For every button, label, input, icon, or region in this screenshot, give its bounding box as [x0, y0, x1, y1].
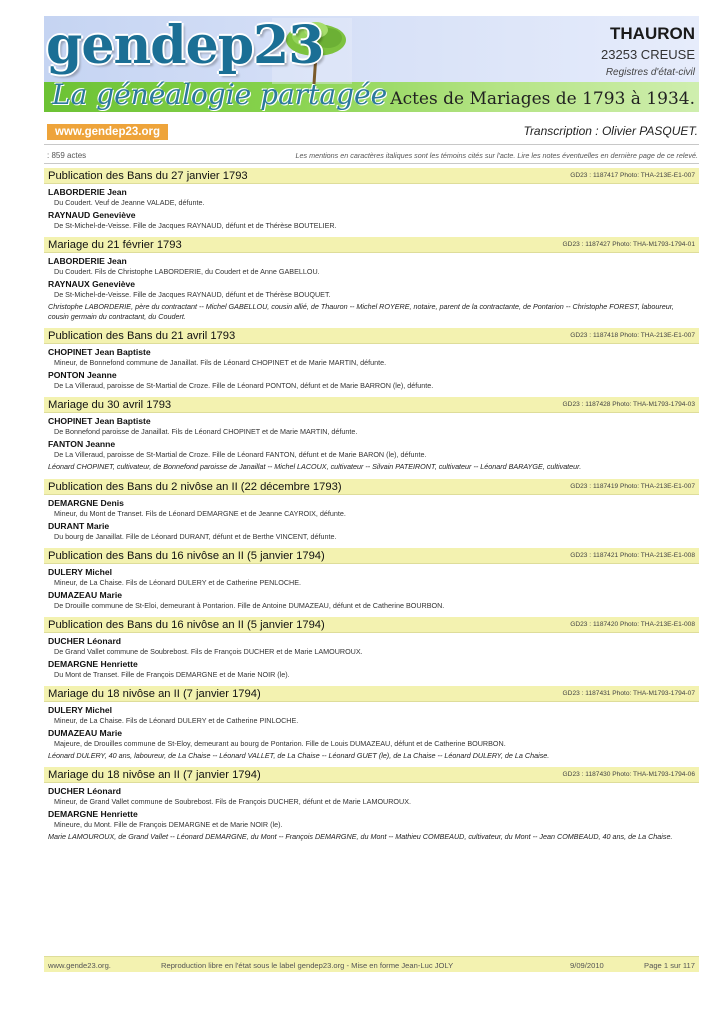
person-name: DULERY Michel	[48, 704, 112, 715]
person-detail: Mineur, de La Chaise. Fils de Léonard DULERY et de Catherine PINLOCHE.	[54, 715, 299, 725]
record-title: Publication des Bans du 16 nivôse an II (5 janvier 1794)	[48, 549, 325, 562]
person-detail: De La Villeraud, paroisse de St-Martial de Croze. Fille de Léonard FANTON, défunt et de Marie BARON (le), défunte.	[54, 450, 427, 459]
person-detail: Du Mont de Transet. Fille de François DEMARGNE et de Marie NOIR (le).	[54, 669, 290, 679]
record-header	[44, 686, 699, 702]
record	[44, 479, 699, 541]
witnesses: Marie LAMOUROUX, de Grand Vallet -- Léonard DEMARGNE, du Mont -- François DEMARGNE, du Mont -- Mathieu COMBEAUD, cultivateur, du Mont -- Jean COMBEAUD, 40 ans, de La Chaise.	[48, 832, 673, 841]
person-name: DEMARGNE Henriette	[48, 809, 138, 819]
footer-license: Reproduction libre en l'état sous le label gendep23.org - Mise en forme Jean-Luc JOLY	[161, 961, 454, 970]
person-detail: Mineur, de Bonnefond commune de Janaillat. Fils de Léonard CHOPINET et de Marie MARTIN, défunte.	[54, 358, 387, 367]
record-reference: GD23 : 1187427 Photo: THA-M1793-1794-01	[562, 241, 695, 248]
record-reference: GD23 : 1187430 Photo: THA-M1793-1794-06	[562, 771, 695, 778]
registres-label: Registres d'état-civil	[605, 67, 695, 78]
tagline: La généalogie partagée	[52, 78, 388, 111]
record	[44, 397, 699, 472]
record-header	[44, 397, 699, 413]
person-detail: Du Coudert. Veuf de Jeanne VALADE, défunte.	[54, 198, 205, 207]
record-header	[44, 479, 699, 495]
records-list	[44, 168, 699, 849]
record-reference: GD23 : 1187421 Photo: THA-213E-E1-008	[570, 551, 695, 559]
record-title: Publication des Bans du 16 nivôse an II (5 janvier 1794)	[48, 618, 325, 631]
person-name: DEMARGNE Henriette	[48, 658, 138, 669]
person-detail: De St-Michel-de-Veisse. Fille de Jacques RAYNAUD, défunt et de Thérèse BOUQUET.	[54, 290, 331, 299]
person-name: DULERY Michel	[48, 566, 112, 577]
record-title: Publication des Bans du 21 avril 1793	[48, 330, 236, 342]
person-name: RAYNAUD Geneviève	[48, 210, 136, 220]
person-name: DURANT Marie	[48, 520, 110, 531]
record-header	[44, 237, 699, 253]
person-detail: De St-Michel-de-Veisse. Fille de Jacques RAYNAUD, défunt et de Thérèse BOUTELIER.	[54, 221, 337, 230]
page-title: Actes de Mariages de 1793 à 1934.	[390, 89, 695, 109]
divider	[44, 144, 699, 145]
transcription-credit: Transcription : Olivier PASQUET.	[523, 124, 698, 138]
person-name: RAYNAUX Geneviève	[48, 279, 136, 289]
website-link[interactable]: www.gendep23.org	[47, 124, 168, 140]
italic-note: Les mentions en caractères italiques sont les témoins cités sur l'acte. Lire les notes éventuelles en dernière page de ce relevé.	[295, 151, 698, 160]
record-title: Mariage du 18 nivôse an II (7 janvier 1794)	[48, 687, 261, 700]
person-detail: Mineur, de Grand Vallet commune de Soubrebost. Fils de François DUCHER, défunt et de Marie LAMOUROUX.	[54, 797, 411, 806]
record-title: Publication des Bans du 2 nivôse an II (22 décembre 1793)	[48, 480, 342, 493]
person-name: DUCHER Léonard	[48, 635, 122, 646]
person-name: DUCHER Léonard	[48, 786, 122, 796]
person-name: PONTON Jeanne	[48, 370, 117, 380]
person-name: DEMARGNE Denis	[48, 497, 124, 508]
person-detail: Mineur, de La Chaise. Fils de Léonard DULERY et de Catherine PENLOCHE.	[54, 577, 302, 587]
record-header	[44, 767, 699, 783]
record	[44, 767, 699, 842]
witnesses: Christophe LABORDERIE, père du contractant -- Michel GABELLOU, cousin allié, de Thauron -- Michel ROYERE, notaire, parent de la contractante, de Pontarion -- Christophe FOREST, laboureur, cousin germain du contractant, du Coudert.	[48, 302, 674, 321]
record	[44, 168, 699, 230]
person-detail: Mineure, du Mont. Fille de François DEMARGNE et de Marie NOIR (le).	[54, 820, 283, 829]
person-name: CHOPINET Jean Baptiste	[48, 347, 151, 357]
person-name: CHOPINET Jean Baptiste	[48, 416, 151, 426]
person-name: DUMAZEAU Marie	[48, 589, 123, 600]
person-detail: De Bonnefond paroisse de Janaillat. Fils de Léonard CHOPINET et de Marie MARTIN, défunte.	[54, 427, 358, 436]
record-header	[44, 617, 699, 633]
person-detail: Du bourg de Janaillat. Fille de Léonard DURANT, défunt et de Berthe VINCENT, défunte.	[54, 531, 337, 541]
header-banner	[44, 16, 699, 112]
person-name: FANTON Jeanne	[48, 439, 116, 449]
postcode: 23253 CREUSE	[601, 47, 695, 62]
person-name: LABORDERIE Jean	[48, 256, 127, 266]
record-title: Mariage du 18 nivôse an II (7 janvier 1794)	[48, 769, 261, 781]
record-title: Publication des Bans du 27 janvier 1793	[48, 170, 248, 182]
record-title: Mariage du 21 février 1793	[48, 239, 182, 251]
footer-date: 9/09/2010	[570, 961, 604, 970]
record-reference: GD23 : 1187417 Photo: THA-213E-E1-007	[570, 172, 695, 179]
person-name: LABORDERIE Jean	[48, 187, 127, 197]
record	[44, 328, 699, 390]
record-reference: GD23 : 1187420 Photo: THA-213E-E1-008	[570, 620, 695, 628]
logo: gendep23	[46, 15, 324, 76]
record-title: Mariage du 30 avril 1793	[48, 399, 172, 411]
divider	[44, 163, 699, 164]
witnesses: Léonard CHOPINET, cultivateur, de Bonnefond paroisse de Janaillat -- Michel LACOUX, cultivateur -- Silvain PATEIRONT, cultivateur -- Léonard BARAYGE, cultivateur.	[48, 462, 582, 471]
person-detail: Majeure, de Drouilles commune de St-Eloy, demeurant au bourg de Pontarion. Fille de Louis DUMAZEAU, défunt et de Catherine BOURBON.	[54, 738, 506, 748]
person-detail: De Grand Vallet commune de Soubrebost. Fils de François DUCHER et de Marie LAMOUROUX.	[54, 646, 363, 656]
record-header	[44, 328, 699, 344]
record-header	[44, 168, 699, 184]
witnesses: Léonard DULERY, 40 ans, laboureur, de La Chaise -- Léonard VALLET, de La Chaise -- Léonard GUET (le), de La Chaise -- Léonard DULERY, de La Chaise.	[48, 750, 550, 760]
record-reference: GD23 : 1187431 Photo: THA-M1793-1794-07	[562, 689, 695, 697]
footer	[44, 956, 699, 972]
record-reference: GD23 : 1187418 Photo: THA-213E-E1-007	[570, 332, 695, 339]
record-reference: GD23 : 1187428 Photo: THA-M1793-1794-03	[562, 401, 695, 408]
footer-site[interactable]: www.gende23.org.	[48, 961, 111, 970]
record	[44, 548, 699, 610]
person-detail: Mineur, du Mont de Transet. Fils de Léonard DEMARGNE et de Jeanne CAYROIX, défunte.	[54, 508, 346, 518]
record-header	[44, 548, 699, 564]
record	[44, 617, 699, 679]
record-reference: GD23 : 1187419 Photo: THA-213E-E1-007	[570, 482, 695, 490]
person-detail: De La Villeraud, paroisse de St-Martial de Croze. Fille de Léonard PONTON, défunt et de Marie BARRON (le), défunte.	[54, 381, 434, 390]
footer-page: Page 1 sur 117	[644, 961, 695, 970]
person-detail: Du Coudert. Fils de Christophe LABORDERIE, du Coudert et de Anne GABELLOU.	[54, 267, 320, 276]
commune-name: THAURON	[610, 24, 695, 43]
record	[44, 237, 699, 321]
person-detail: De Drouille commune de St-Eloi, demeurant à Pontarion. Fille de Antoine DUMAZEAU, défunt et de Catherine BOURBON.	[54, 600, 445, 610]
record	[44, 686, 699, 761]
person-name: DUMAZEAU Marie	[48, 727, 123, 738]
acts-count: : 859 actes	[47, 151, 87, 160]
